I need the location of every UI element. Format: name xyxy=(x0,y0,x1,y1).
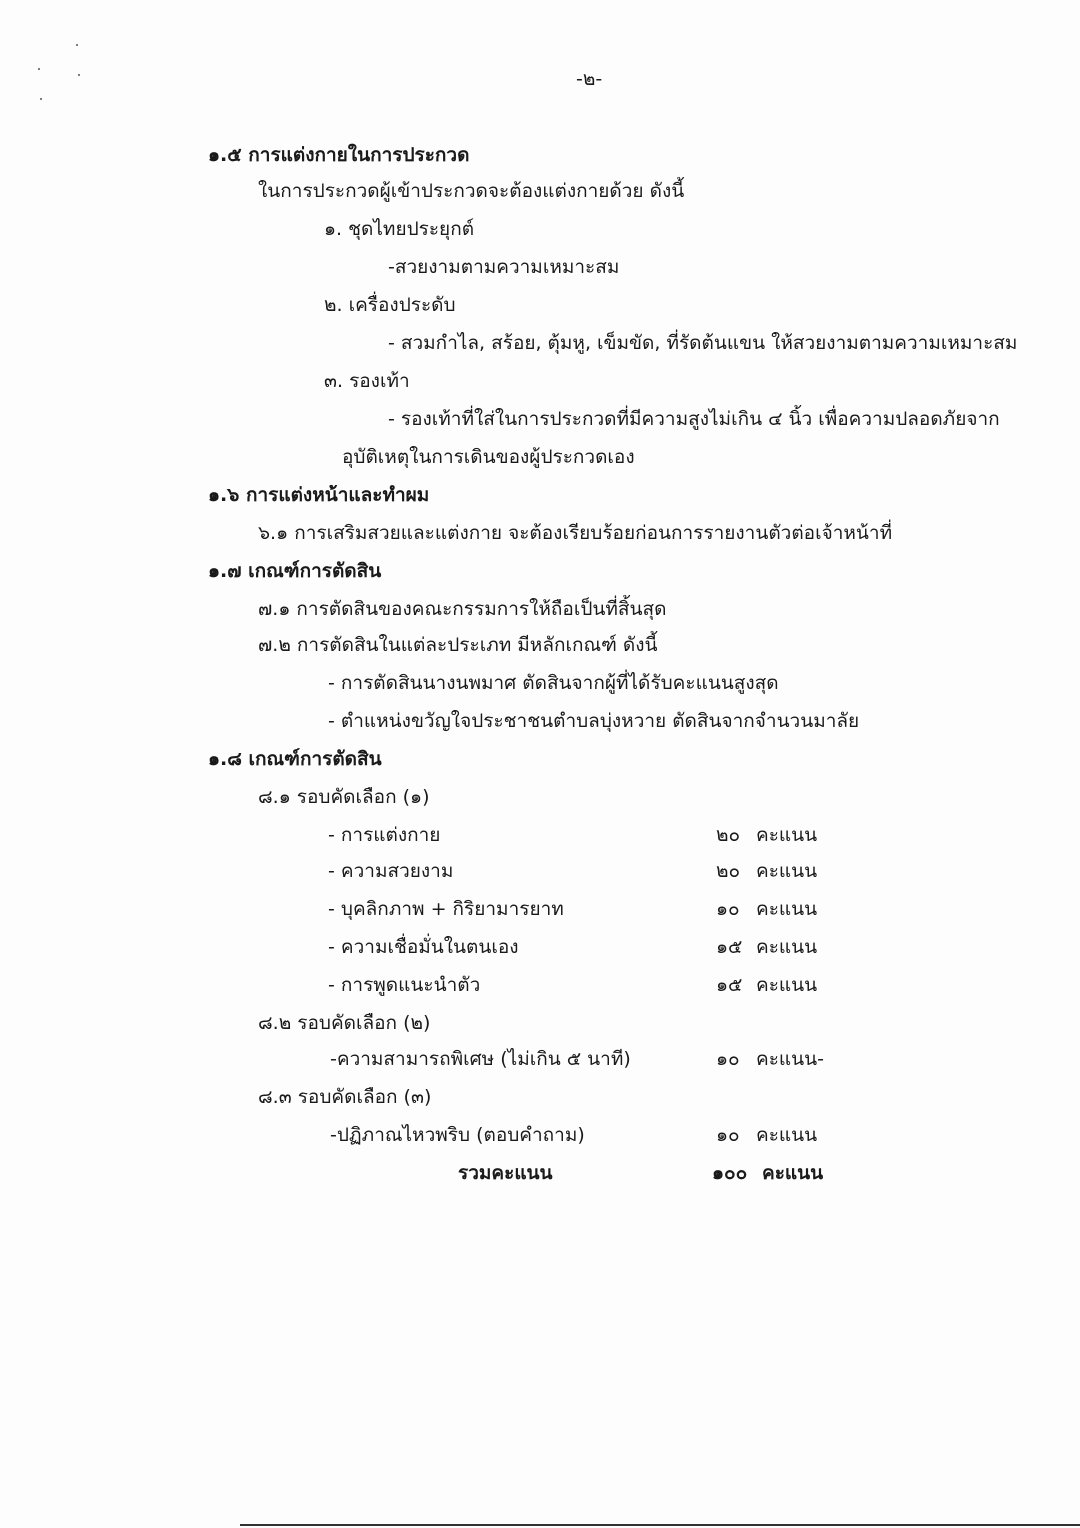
score-item: -ปฏิภาณไหวพริบ (ตอบคำถาม) xyxy=(330,1124,585,1146)
list-item-detail: -สวยงามตามความเหมาะสม xyxy=(388,256,620,278)
score-unit: คะแนน xyxy=(756,898,818,920)
score-value: ๑๐ xyxy=(716,898,740,920)
score-unit: คะแนน xyxy=(756,936,818,958)
total-score: ๑๐๐ xyxy=(712,1162,748,1184)
scan-speck xyxy=(78,74,80,76)
round-label: ๘.๒ รอบคัดเลือก (๒) xyxy=(258,1012,431,1034)
page-number: -๒- xyxy=(576,68,603,90)
score-item: - ความเชื่อมั่นในตนเอง xyxy=(328,936,519,958)
bullet-item: - ตำแหน่งขวัญใจประชาชนตำบลบุ่งหวาย ตัดสินจากจำนวนมาลัย xyxy=(328,710,860,732)
score-value: ๑๐ xyxy=(716,1048,740,1070)
score-item: - บุคลิกภาพ + กิริยามารยาท xyxy=(328,898,564,920)
round-label: ๘.๑ รอบคัดเลือก (๑) xyxy=(258,786,430,808)
score-unit: คะแนน- xyxy=(756,1048,824,1070)
score-unit: คะแนน xyxy=(756,1124,818,1146)
score-value: ๑๕ xyxy=(716,936,743,958)
score-item: - การแต่งกาย xyxy=(328,824,441,846)
list-item: ๑. ชุดไทยประยุกต์ xyxy=(324,218,475,240)
list-item-detail: - รองเท้าที่ใส่ในการประกวดที่มีความสูงไม่เกิน ๔ นิ้ว เพื่อความปลอดภัยจาก xyxy=(388,408,1000,430)
list-item: ๓. รองเท้า xyxy=(324,370,410,392)
scan-speck xyxy=(38,68,40,70)
scan-speck xyxy=(40,98,42,100)
section-heading: ๑.๘ เกณฑ์การตัดสิน xyxy=(208,748,382,770)
paragraph: ๗.๑ การตัดสินของคณะกรรมการให้ถือเป็นที่สิ้นสุด xyxy=(258,598,667,620)
list-item-detail: อุบัติเหตุในการเดินของผู้ประกวดเอง xyxy=(342,446,635,468)
list-item: ๒. เครื่องประดับ xyxy=(324,294,456,316)
total-label: รวมคะแนน xyxy=(458,1162,553,1184)
scan-edge-line xyxy=(240,1524,1080,1526)
paragraph: ในการประกวดผู้เข้าประกวดจะต้องแต่งกายด้วย ดังนี้ xyxy=(258,180,685,202)
round-label: ๘.๓ รอบคัดเลือก (๓) xyxy=(258,1086,432,1108)
score-value: ๑๕ xyxy=(716,974,743,996)
paragraph: ๗.๒ การตัดสินในแต่ละประเภท มีหลักเกณฑ์ ดังนี้ xyxy=(258,634,658,656)
list-item-detail: - สวมกำไล, สร้อย, ตุ้มหู, เข็มขัด, ที่รัดต้นแขน ให้สวยงามตามความเหมาะสม xyxy=(388,332,1018,354)
score-item: - การพูดแนะนำตัว xyxy=(328,974,481,996)
score-unit: คะแนน xyxy=(756,974,818,996)
score-unit: คะแนน xyxy=(756,860,818,882)
score-value: ๒๐ xyxy=(716,860,741,882)
scan-speck xyxy=(76,44,78,46)
section-heading: ๑.๖ การแต่งหน้าและทำผม xyxy=(208,484,430,506)
score-value: ๑๐ xyxy=(716,1124,740,1146)
section-heading: ๑.๕ การแต่งกายในการประกวด xyxy=(208,144,470,166)
score-value: ๒๐ xyxy=(716,824,741,846)
score-item: - ความสวยงาม xyxy=(328,860,454,882)
score-item: -ความสามารถพิเศษ (ไม่เกิน ๕ นาที) xyxy=(330,1048,631,1070)
total-unit: คะแนน xyxy=(762,1162,824,1184)
score-unit: คะแนน xyxy=(756,824,818,846)
section-heading: ๑.๗ เกณฑ์การตัดสิน xyxy=(208,560,382,582)
bullet-item: - การตัดสินนางนพมาศ ตัดสินจากผู้ที่ได้รับคะแนนสูงสุด xyxy=(328,672,779,694)
paragraph: ๖.๑ การเสริมสวยและแต่งกาย จะต้องเรียบร้อยก่อนการรายงานตัวต่อเจ้าหน้าที่ xyxy=(258,522,893,544)
